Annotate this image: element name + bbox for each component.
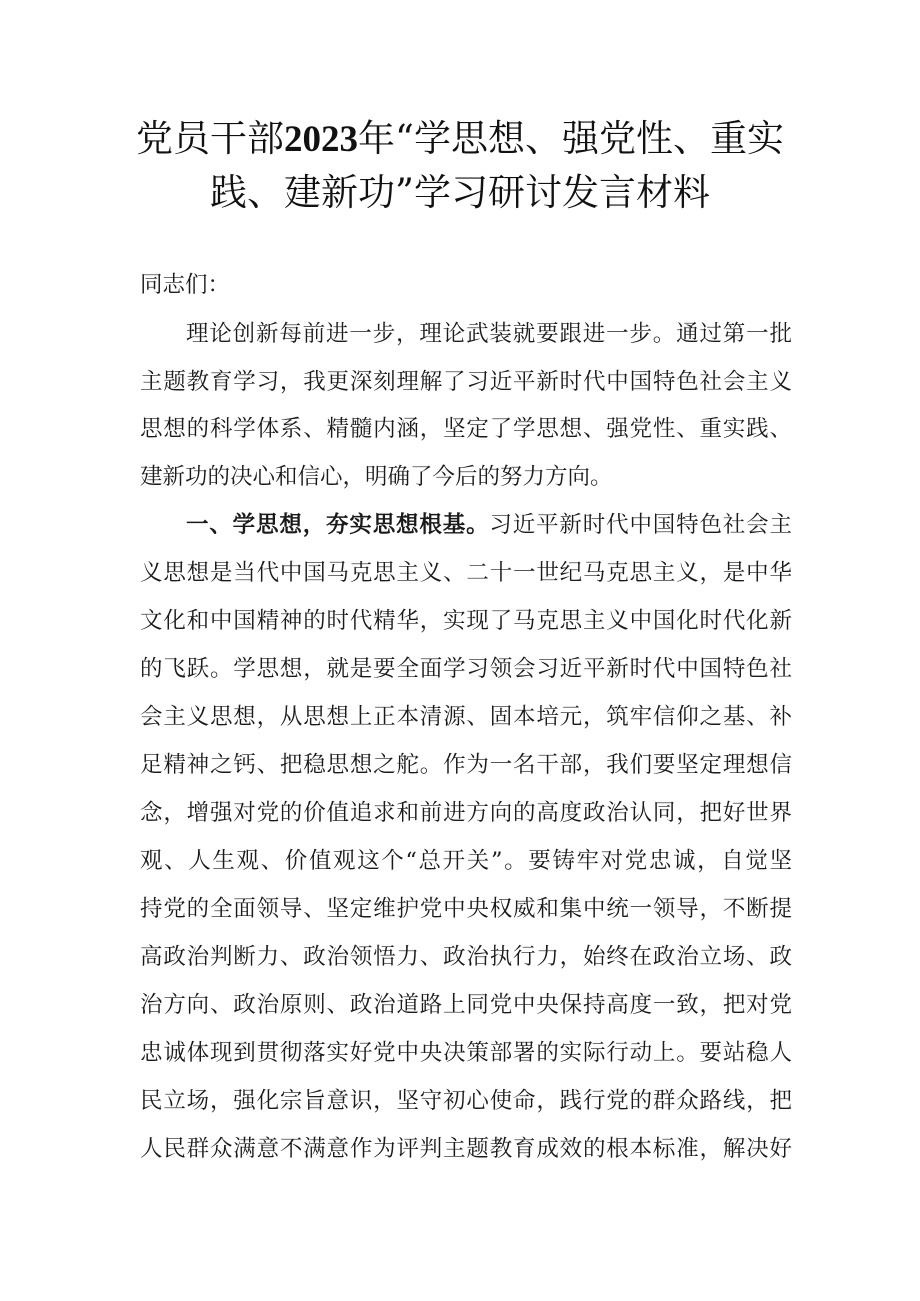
section1-line: 高政治判断力、政治领悟力、政治执行力，始终在政治立场、政 (140, 944, 792, 970)
section1-line: 忠诚体现到贯彻落实好党中央决策部署的实际行动上。要站稳人 (140, 1040, 792, 1066)
section1-line: 文化和中国精神的时代精华，实现了马克思主义中国化时代化新 (140, 608, 792, 634)
section1-line: 义思想是当代中国马克思主义、二十一世纪马克思主义，是中华 (140, 560, 792, 586)
intro-line: 主题教育学习，我更深刻理解了习近平新时代中国特色社会主义 (140, 369, 792, 395)
section1-text: 习近平新时代中国特色社会主 (489, 512, 792, 538)
section1-line: 观、人生观、价值观这个“总开关”。要铸牢对党忠诚，自觉坚 (140, 848, 792, 874)
title-line-2: 践、建新功”学习研讨发言材料 (210, 171, 710, 214)
title-year: 2023 (284, 119, 359, 160)
title-text-a: 党员干部 (136, 117, 285, 160)
section1-line: 治方向、政治原则、政治道路上同党中央保持高度一致，把对党 (140, 992, 792, 1018)
intro-line: 建新功的决心和信心，明确了今后的努力方向。 (140, 464, 613, 490)
section1-line: 念，增强对党的价值追求和前进方向的高度政治认同，把好世界 (140, 800, 792, 826)
section1-line: 民立场，强化宗旨意识，坚守初心使命，践行党的群众路线，把 (140, 1088, 792, 1114)
greeting: 同志们： (140, 272, 231, 298)
section1-line: 会主义思想，从思想上正本清源、固本培元，筑牢信仰之基、补 (140, 704, 792, 730)
title-text-b: 年“学思想、强党性、重实 (358, 117, 784, 160)
section1-line: 人民群众满意不满意作为评判主题教育成效的根本标准，解决好 (140, 1136, 792, 1162)
intro-line: 思想的科学体系、精髓内涵，坚定了学思想、强党性、重实践、 (140, 416, 792, 442)
section1-heading: 一、学思想，夯实思想根基。 (186, 512, 490, 538)
section1-line: 足精神之钙、把稳思想之舵。作为一名干部，我们要坚定理想信 (140, 752, 792, 778)
section1-line: 的飞跃。学思想，就是要全面学习领会习近平新时代中国特色社 (140, 656, 792, 682)
section1-first-line (186, 510, 792, 540)
intro-line: 理论创新每前进一步，理论武装就要跟进一步。通过第一批 (186, 321, 792, 347)
section1-line: 持党的全面领导、坚定维护党中央权威和集中统一领导，不断提 (140, 896, 792, 922)
